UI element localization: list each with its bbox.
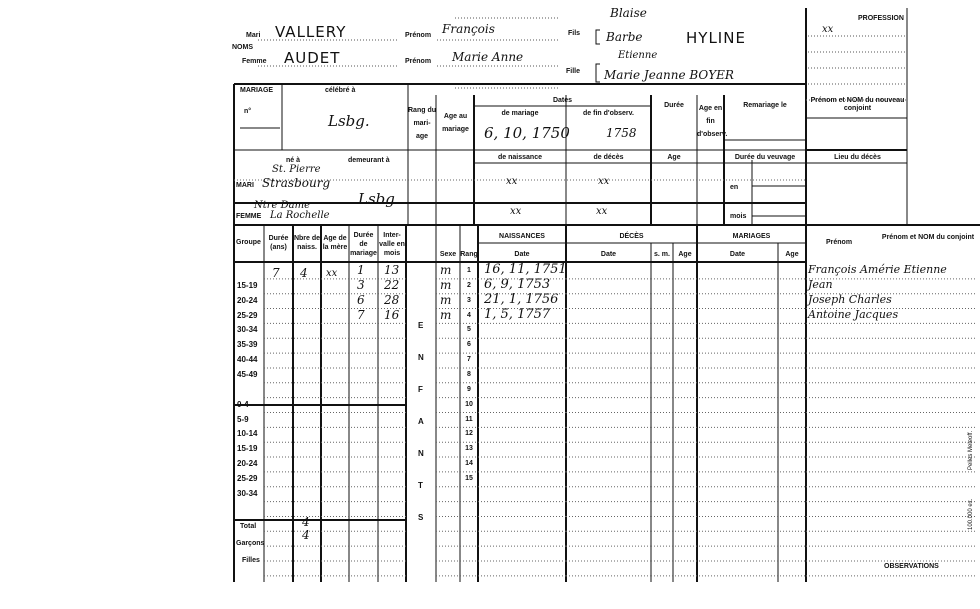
deces-age-header: Age — [678, 251, 692, 258]
mari-firstname: François — [442, 22, 495, 36]
mariages-date-header: Date — [729, 251, 746, 258]
group-label: 40-44 — [237, 355, 258, 365]
group-label: 30-34 — [237, 488, 258, 498]
veuvage-en-label: en — [730, 184, 739, 191]
naissances-header: NAISSANCES — [499, 233, 545, 240]
date-mariage-value: 6, 10, 1750 — [484, 124, 570, 142]
first-row-nbre: 4 — [300, 266, 308, 280]
rank-number: 3 — [467, 296, 471, 304]
garcons-label: Garçons — [236, 540, 265, 547]
duree-ans-header: Durée (ans) — [268, 235, 289, 251]
group-label: 45-49 — [237, 369, 258, 379]
rang-header: Rang — [460, 251, 478, 258]
duree-label: Durée — [664, 102, 684, 109]
total-label: Total — [240, 523, 257, 530]
femme-firstname: Marie Anne — [452, 50, 524, 64]
femme-row-label: FEMME — [236, 213, 262, 220]
naissance-date-header: Date — [514, 251, 530, 258]
age-mariage-label: Age au mariage — [442, 113, 469, 133]
rank-number: 1 — [467, 267, 471, 274]
fils-father: Blaise — [610, 6, 647, 20]
deces-label: de décès — [593, 154, 624, 161]
child-sex: m — [440, 292, 452, 307]
group-label: 15-19 — [237, 444, 258, 454]
age-col-label: Age — [667, 154, 681, 161]
child-birth-date: 16, 11, 1751 — [484, 262, 567, 277]
group-label: 0-4 — [237, 399, 249, 409]
child-firstname: Antoine Jacques — [808, 307, 899, 321]
mari-birthplace-1: St. Pierre — [272, 164, 321, 175]
age-mere-header: Age de la mère — [322, 235, 348, 251]
total-value: 4 — [302, 515, 310, 529]
print-run: 100.000 ex. — [968, 498, 974, 530]
child-firstname: Jean — [808, 277, 833, 291]
intervalle-value: 28 — [384, 292, 400, 307]
dates-label: Dates — [552, 97, 573, 104]
intervalle-value: 13 — [384, 263, 400, 277]
garcons-value: 4 — [302, 528, 310, 542]
printer-credit: Pelles Meleoff. — [968, 430, 974, 470]
fils-extra: Etienne — [618, 50, 658, 61]
enfants-letter: E — [418, 321, 424, 330]
rang-label: Rang du mari-age — [408, 107, 436, 140]
fille-parents: Marie Jeanne BOYER — [604, 68, 734, 82]
mari-row-label: MARI — [236, 182, 254, 189]
deces-date-header: Date — [600, 251, 617, 258]
rank-number: 8 — [467, 370, 471, 378]
first-row-duree: 7 — [272, 266, 280, 280]
enfants-letter: F — [418, 385, 423, 394]
numero-label: n° — [244, 108, 252, 115]
sexe-header: Sexe — [439, 251, 457, 258]
duree-veuvage-label: Durée du veuvage — [734, 154, 796, 161]
child-firstname: François Amérie Etienne — [808, 263, 947, 276]
demeurant-label: demeurant à — [348, 157, 390, 164]
group-label: 35-39 — [237, 340, 258, 350]
child-firstname: Joseph Charles — [808, 292, 892, 306]
date-fin-value: 1758 — [606, 126, 637, 140]
age-fin-label: Age en fin d'observ. — [697, 105, 728, 138]
mari-label: Mari — [246, 32, 261, 39]
group-label: 25-29 — [237, 310, 258, 320]
profession-value: xx — [822, 24, 834, 35]
prenom-mari-label: Prénom — [405, 32, 432, 39]
group-label: 20-24 — [237, 295, 258, 305]
enfants-letter: S — [418, 513, 424, 522]
duree-mariage-value: 6 — [357, 292, 365, 307]
duree-mariage-header: Durée de mariage — [350, 232, 377, 257]
group-label: 5-9 — [237, 414, 249, 424]
child-sex: m — [440, 277, 452, 292]
mari-residence: Lsbg — [358, 190, 395, 208]
rank-number: 15 — [465, 474, 473, 482]
first-row-age-mere: xx — [326, 268, 338, 279]
noms-label: NOMS — [232, 44, 253, 51]
child-sex: m — [440, 307, 452, 322]
rank-number: 2 — [467, 281, 471, 289]
mariage-title: MARIAGE — [240, 87, 274, 94]
observations-label: OBSERVATIONS — [884, 563, 939, 570]
group-label: 30-34 — [237, 325, 258, 335]
celebre-label: célébré à — [325, 87, 356, 94]
mariages-header: MARIAGES — [732, 233, 771, 240]
child-sex: m — [440, 263, 452, 277]
mari-deces-value: xx — [598, 176, 610, 187]
intervalle-header: Inter-valle en mois — [379, 232, 405, 257]
mariage-place: Lsbg. — [328, 112, 370, 130]
group-label: 10-14 — [237, 429, 258, 439]
intervalle-value: 16 — [384, 307, 400, 322]
intervalle-value: 22 — [384, 277, 400, 292]
femme-surname: AUDET — [284, 49, 341, 67]
groupe-header: Groupe — [236, 239, 261, 246]
rank-number: 5 — [467, 326, 471, 334]
group-label: 20-24 — [237, 459, 258, 469]
enfants-letter: N — [418, 449, 424, 458]
profession-label: PROFESSION — [858, 15, 904, 22]
fils-mother-last: HYLINE — [686, 29, 746, 47]
femme-birthplace-2: La Rochelle — [270, 210, 330, 221]
rank-number: 7 — [467, 356, 471, 364]
child-birth-date: 21, 1, 1756 — [484, 291, 559, 307]
ne-a-label: né à — [286, 157, 301, 164]
rank-number: 11 — [465, 415, 473, 423]
de-mariage-label: de mariage — [501, 110, 539, 117]
prenom-femme-label: Prénom — [405, 58, 432, 65]
group-label: 25-29 — [237, 473, 258, 483]
mari-naiss-value: xx — [506, 176, 518, 187]
child-birth-date: 6, 9, 1753 — [484, 276, 551, 292]
deces-header: DÉCÈS — [619, 233, 644, 240]
enfants-letter: A — [418, 417, 424, 426]
mari-birthplace-2: Strasbourg — [262, 176, 331, 190]
rank-number: 6 — [467, 341, 471, 349]
femme-label: Femme — [242, 58, 267, 65]
deces-sm-header: s. m. — [654, 251, 670, 258]
fille-label: Fille — [566, 68, 581, 75]
lieu-deces-label: Lieu du décès — [834, 154, 881, 161]
rank-number: 12 — [465, 430, 473, 438]
nouveau-conjoint-label: Prénom et NOM du nouveau conjoint — [810, 97, 905, 112]
remariage-label: Remariage le — [743, 102, 787, 109]
prenom-conjoint-header: Prénom et NOM du conjoint — [881, 234, 975, 241]
enfants-letter: N — [418, 353, 424, 362]
fils-mother-first: Barbe — [606, 30, 643, 44]
duree-mariage-value: 7 — [357, 307, 365, 322]
naissance-label: de naissance — [498, 154, 542, 161]
group-label: 15-19 — [237, 280, 258, 290]
nbre-naiss-header: Nbre de naiss. — [293, 235, 321, 251]
mari-surname: VALLERY — [275, 23, 347, 41]
rank-number: 13 — [465, 445, 473, 453]
femme-deces-value: xx — [596, 206, 608, 217]
filles-label: Filles — [242, 557, 260, 564]
veuvage-mois-label: mois — [730, 213, 747, 220]
duree-mariage-value: 1 — [357, 263, 365, 277]
rank-number: 4 — [467, 311, 471, 319]
femme-birthplace-1: Ntre Dame — [254, 200, 311, 211]
child-birth-date: 1, 5, 1757 — [484, 306, 551, 322]
rank-number: 9 — [467, 385, 471, 393]
femme-naiss-value: xx — [510, 206, 522, 217]
fils-label: Fils — [568, 30, 581, 37]
enfants-letter: T — [418, 481, 423, 490]
rank-number: 14 — [465, 460, 473, 468]
mariages-age-header: Age — [785, 251, 799, 258]
rank-number: 10 — [465, 400, 473, 408]
duree-mariage-value: 3 — [357, 277, 365, 292]
fin-observ-label: de fin d'observ. — [583, 110, 634, 117]
prenom-header: Prénom — [826, 239, 853, 246]
